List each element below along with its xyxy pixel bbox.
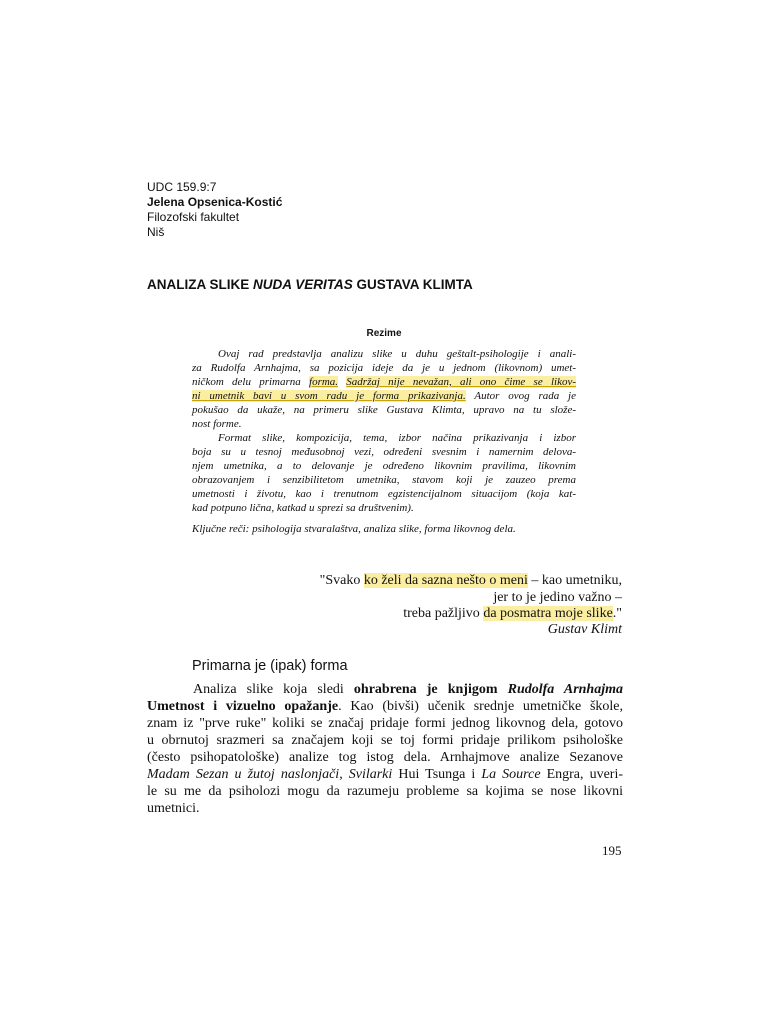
- body-line: (često psihopatološke) analize tog istog dela. Arnhajmove analize Sezanove: [147, 750, 623, 765]
- author-name: Jelena Opsenica-Kostić: [147, 195, 283, 209]
- article-metadata: [147, 180, 282, 240]
- page-number: 195: [602, 843, 622, 858]
- highlight: ko želi da sazna nešto o meni: [363, 573, 528, 588]
- udc-code: UDC 159.9:7: [147, 180, 217, 194]
- quote-line: jer to je jedino važno –: [493, 590, 622, 605]
- abstract-line: kad potpuno lična, katkad u sprezi sa društvenim).: [192, 502, 414, 514]
- abstract-line: ničkom delu primarna forma. Sadržaj nije nevažan, ali ono čime se likov-: [192, 376, 577, 388]
- body-line: Analiza slike koja sledi ohrabrena je knjigom Rudolfa Arnhajma: [193, 682, 623, 697]
- abstract-line: boja su u tesnoj međusobnoj vezi, određeni svesnim i namernim delova-: [192, 446, 576, 458]
- quote-author: Gustav Klimt: [547, 622, 622, 637]
- body-line: u obrnutoj srazmeri sa značajem koji se toj formi pridaje prilikom psihološke: [147, 733, 623, 748]
- abstract-line: obrazovanjem i senzibilitetom umetnika, stavom koji je zauzeo prema: [192, 474, 576, 486]
- body-line: Madam Sezan u žutoj naslonjači, Svilarki Hui Tsunga i La Source Engra, uveri-: [147, 767, 623, 782]
- abstract-line: za Rudolfa Arnhajma, sa pozicija ideje da je u jednom (likovnom) umet-: [192, 362, 576, 374]
- body-line: Umetnost i vizuelno opažanje. Kao (bivši) učenik srednje umetničke škole,: [147, 699, 623, 714]
- title-text-end: GUSTAVA KLIMTA: [352, 277, 473, 292]
- abstract-line: umetnosti i životu, kao i trenutnom egzistencijalnom situacijom (koja kat-: [192, 488, 576, 500]
- abstract-line: ni umetnik bavi u svom radu je forma prikazivanja. Autor ovog rada je: [192, 390, 576, 402]
- abstract-line: nost forme.: [192, 418, 242, 430]
- highlight: da posmatra moje slike: [483, 606, 613, 621]
- quote-line: "Svako ko želi da sazna nešto o meni – kao umetniku,: [319, 573, 622, 588]
- abstract-heading: Rezime: [366, 328, 402, 339]
- highlight: Sadržaj nije nevažan, ali ono čime se likov-: [346, 376, 577, 388]
- abstract-line: pokušao da ukaže, na primeru slike Gustava Klimta, upravo na tu slože-: [192, 404, 576, 416]
- title-painting-name: NUDA VERITAS: [253, 277, 353, 292]
- keywords: Ključne reči: psihologija stvaralaštva, analiza slike, forma likovnog dela.: [192, 523, 516, 535]
- body-line: umetnici.: [147, 801, 200, 816]
- title-text: ANALIZA SLIKE: [147, 277, 253, 292]
- body-line: znam iz "prve ruke" koliki se značaj pridaje formi jednog likovnog dela, gotovo: [147, 716, 623, 731]
- abstract-line: njem umetnika, a to delovanje je određeno likovnim pravilima, likovnim: [192, 460, 576, 472]
- article-title: [147, 277, 473, 292]
- highlight: ni umetnik bavi u svom radu je forma prikazivanja.: [192, 390, 466, 402]
- city: Niš: [147, 225, 165, 239]
- body-line: le su me da psiholozi mogu da razumeju probleme sa kojima se nose likovni: [147, 784, 623, 799]
- highlight: forma.: [309, 376, 339, 388]
- quote-line: treba pažljivo da posmatra moje slike.": [403, 606, 622, 621]
- section-heading: Primarna je (ipak) forma: [192, 658, 348, 674]
- abstract-line: Format slike, kompozicija, tema, izbor načina prikazivanja i izbor: [218, 432, 576, 444]
- abstract-line: Ovaj rad predstavlja analizu slike u duhu geštalt-psihologije i anali-: [218, 348, 576, 360]
- institution: Filozofski fakultet: [147, 210, 240, 224]
